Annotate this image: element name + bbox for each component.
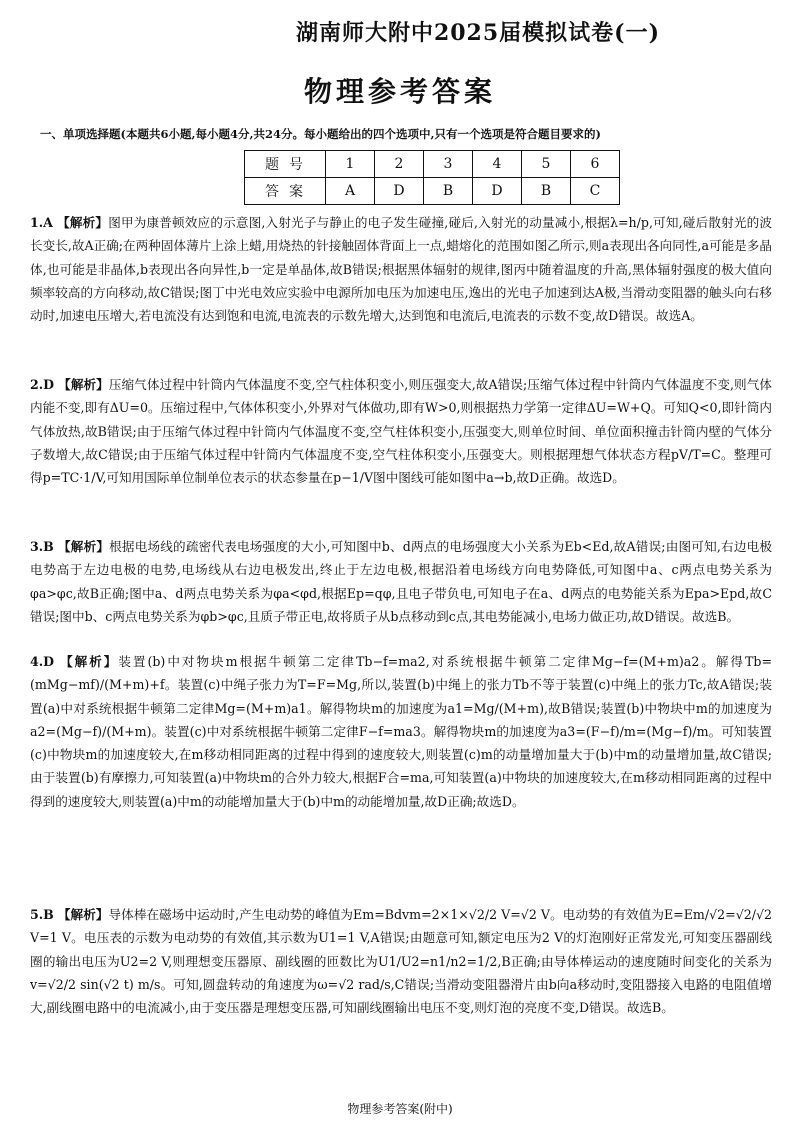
answer-cell: B <box>522 178 571 205</box>
header-school-title: 湖南师大附中2025届模拟试卷(一) <box>295 20 660 46</box>
solution-number: 5.B <box>30 907 54 922</box>
question-number: 1 <box>326 151 375 178</box>
solution-number: 4.D <box>30 654 55 669</box>
solution-2 <box>30 373 772 489</box>
answer-cell: D <box>473 178 522 205</box>
solution-text: 压缩气体过程中针筒内气体温度不变,空气柱体积变小,则压强变大,故A错误;压缩气体过程中针筒内气体温度不变,则气体内能不变,即有ΔU=0。压缩过程中,气体体积变小,外界对气体做功,即有W>0,则根据热力学第一定律ΔU=W+Q。可知Q<0,即针筒内气体放热,故B错误;由于压缩气体过程中针筒内气体温度不变,空气柱体积变小,压强变大,则单位时间、单位面积撞击针筒内壁的气体分子数增大,故C错误;由于压缩气体过程中针筒内气体温度不变,空气柱体积变小,压强变大。则根据理想气体状态方程pV/T=C。整理可得p=TC·1/V,可知用国际单位制单位表示的状态参量在p−1/V图中图线可能如图中a→b,故D正确。故选D。 <box>30 377 772 486</box>
solution-number: 2.D <box>30 377 55 392</box>
page-title: 物理参考答案 <box>303 75 496 108</box>
question-number: 3 <box>424 151 473 178</box>
solution-text: 根据电场线的疏密代表电场强度的大小,可知图中b、d两点的电场强度大小关系为Eb<Ed,故A错误;由图可知,右边电极电势高于左边电极的电势,电场线从右边电极发出,终止于左边电极,根据沿着电场线方向电势降低,可知图中a、c两点电势关系为φa>φc,故B正确;图中a、d两点电势关系为φa<φd,根据Ep=qφ,且电子带负电,可知电子在a、d两点的电势能关系为Epa>Epd,故C错误;图中b、c两点电势关系为φb>φc,且质子带正电,故将质子从b点移动到c点,其电势能减小,电场力做正功,故D错误。故选B。 <box>30 539 772 624</box>
solution-tag: 【解析】 <box>60 654 119 669</box>
solution-number: 1.A <box>30 215 53 230</box>
answer-label: 答案 <box>245 178 326 205</box>
solution-tag: 【解析】 <box>57 215 109 230</box>
solution-4 <box>30 650 772 813</box>
solution-3 <box>30 535 772 628</box>
solution-tag: 【解析】 <box>58 539 110 554</box>
solution-1 <box>30 211 772 327</box>
answer-cell: C <box>571 178 620 205</box>
answer-cell: A <box>326 178 375 205</box>
solution-text: 装置(b)中对物块m根据牛顿第二定律Tb−f=ma2,对系统根据牛顿第二定律Mg−f=(M+m)a2。解得Tb=(mMg−mf)/(M+m)+f。装置(c)中绳子张力为T=F=Mg,所以,装置(b)中绳上的张力Tb不等于装置(c)中绳上的张力Tc,故A错误;装置(a)中对系统根据牛顿第二定律Mg=(M+m)a1。解得物块m的加速度为a1=Mg/(M+m),故B错误;装置(b)中物块中m的加速度为a2=(Mg−f)/(M+m)。装置(c)中对系统根据牛顿第二定律F−f=ma3。解得物块m的加速度为a3=(F−f)/m=(Mg−f)/m。可知装置(c)中物块m的加速度较大,在m移动相同距离的过程中得到的速度较大,则装置(c)m的动量增加量大于(b)中m的动量增加量,故C错误;由于装置(b)有摩擦力,可知装置(a)中物块m的合外力较大,根据F合=ma,可知装置(a)中物块的加速度较大,在m移动相同距离的过程中得到的速度较大,则装置(a)中m的动能增加量大于(b)中m的动能增加量,故D正确;故选D。 <box>30 654 773 809</box>
answer-table <box>244 150 620 205</box>
section-1-heading: 一、单项选择题(本题共6小题,每小题4分,共24分。每小题给出的四个选项中,只有一个选项是符合题目要求的) <box>40 127 601 141</box>
answer-table-question-row <box>245 151 620 178</box>
solution-number: 3.B <box>30 539 54 554</box>
question-number: 4 <box>473 151 522 178</box>
solution-text: 导体棒在磁场中运动时,产生电动势的峰值为Em=Bdvm=2×1×√2/2 V=√2 V。电动势的有效值为E=Em/√2=√2/√2 V=1 V。电压表的示数为电动势的有效值,其示数为U1=1 V,A错误;由题意可知,额定电压为2 V的灯泡刚好正常发光,可知变压器副线圈的输出电压为U2=2 V,则理想变压器原、副线圈的匝数比为U1/U2=n1/n2=1/2,B正确;由导体棒运动的速度随时间变化的关系为v=√2/2 sin(√2 t) m/s。可知,圆盘转动的角速度为ω=√2 rad/s,C错误;当滑动变阻器滑片由b向a移动时,变阻器接入电路的电阻值增大,副线圈电路中的电流减小,由于变压器是理想变压器,可知副线圈输出电压不变,则灯泡的亮度不变,D错误。故选B。 <box>30 907 773 1016</box>
answer-table-answer-row <box>245 178 620 205</box>
page-footer: 物理参考答案(附中) <box>347 1102 453 1116</box>
solution-text: 图甲为康普顿效应的示意图,入射光子与静止的电子发生碰撞,碰后,入射光的动量减小,根据λ=h/p,可知,碰后散射光的波长变长,故A正确;在两种固体薄片上涂上蜡,用烧热的针接触固体背面上一点,蜡熔化的范围如图乙所示,则a表现出各向同性,a可能是多晶体,也可能是非晶体,b表现出各向异性,b一定是单晶体,故B错误;根据黑体辐射的规律,图丙中随着温度的升高,黑体辐射强度的极大值向频率较高的方向移动,故C错误;图丁中光电效应实验中电源所加电压为加速电压,逸出的光电子加速到达A极,当滑动变阻器的触头向右移动时,加速电压增大,若电流没有达到饱和电流,电流表的示数先增大,达到饱和电流后,电流表的示数不变,故D错误。故选A。 <box>30 215 773 324</box>
answer-cell: B <box>424 178 473 205</box>
solution-tag: 【解析】 <box>58 377 109 392</box>
solution-5 <box>30 903 772 1019</box>
question-label: 题号 <box>245 151 326 178</box>
question-number: 5 <box>522 151 571 178</box>
answer-cell: D <box>375 178 424 205</box>
question-number: 6 <box>571 151 620 178</box>
question-number: 2 <box>375 151 424 178</box>
solution-tag: 【解析】 <box>57 907 109 922</box>
